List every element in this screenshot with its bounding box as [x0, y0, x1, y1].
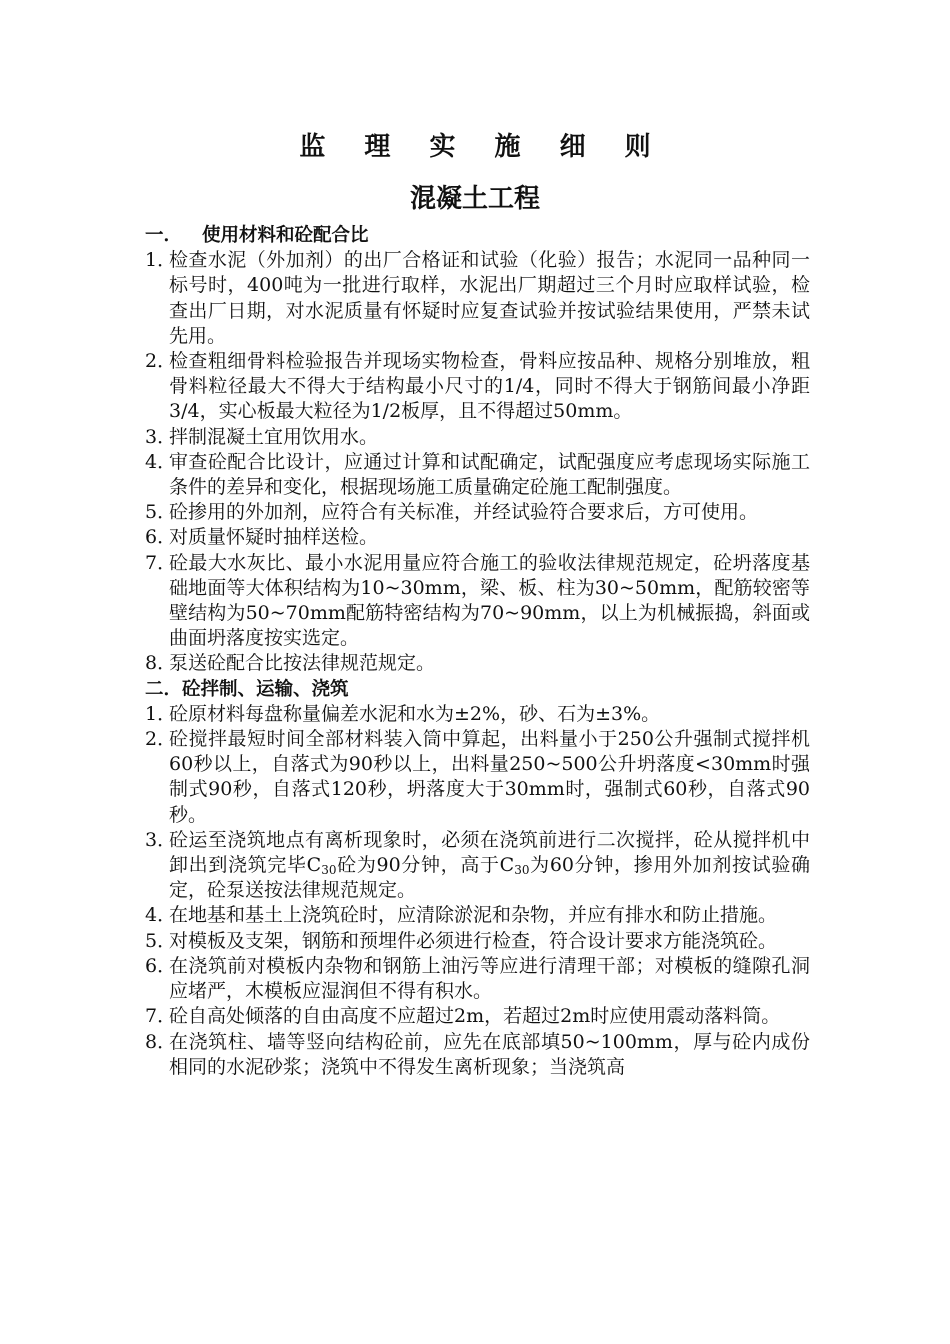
item-number: 3． [145, 425, 177, 448]
item-text: 泵送砼配合比按法律规范规定。 [169, 652, 436, 675]
item-number: 5． [145, 501, 177, 524]
list-item [145, 551, 810, 652]
section-number: 一． [145, 225, 183, 246]
list-item [145, 954, 810, 1004]
item-number: 8． [145, 652, 177, 675]
item-text: 检查粗细骨料检验报告并现场实物检查，骨料应按品种、规格分别堆放，粗骨料粒径最大不得大于结构最小尺寸的1/4，同时不得大于钢筋间最小净距3/4，实心板最大粒径为1/2板厚，且不得超过50mm。 [169, 350, 810, 423]
subscript: 30 [321, 863, 337, 878]
item-text: 审查砼配合比设计，应通过计算和试配确定，试配强度应考虑现场实际施工条件的差异和变化，根据现场施工质量确定砼施工配制强度。 [169, 450, 810, 499]
item-text: 在浇筑柱、墙等竖向结构砼前，应先在底部填50~100mm，厚与砼内成份相同的水泥砂浆；浇筑中不得发生离析现象；当浇筑高 [169, 1030, 810, 1078]
subscript: 30 [514, 863, 530, 878]
item-text: 砼原材料每盘称量偏差水泥和水为±2%，砂、石为±3%。 [169, 702, 661, 725]
item-text-part: 砼为90分钟，高于C [336, 854, 515, 877]
item-number: 1． [145, 249, 177, 272]
list-item [145, 1004, 810, 1029]
item-number: 5． [145, 929, 177, 952]
item-text: 在地基和基土上浇筑砼时，应清除淤泥和杂物，并应有排水和防止措施。 [169, 904, 778, 927]
list-item [145, 651, 810, 676]
item-text: 在浇筑前对模板内杂物和钢筋上油污等应进行清理干部；对模板的缝隙孔洞应堵严，木模板应湿润但不得有积水。 [169, 954, 810, 1003]
list-item [145, 450, 810, 500]
item-number: 8． [145, 1030, 177, 1053]
document-subtitle: 混凝土工程 [409, 184, 540, 214]
section-title: 使用材料和砼配合比 [202, 225, 369, 246]
item-text: 对模板及支架，钢筋和预埋件必须进行检查，符合设计要求方能浇筑砼。 [169, 929, 778, 952]
item-text: 砼搅拌最短时间全部材料装入筒中算起，出料量小于250公升强制式搅拌机60秒以上，自落式为90秒以上，出料量250~500公升坍落度<30mm时强制式90秒，自落式120秒，坍落度大于30mm时，强制式60秒，自落式90秒。 [169, 728, 810, 826]
list-item [145, 929, 810, 954]
section-heading [145, 223, 810, 248]
item-number: 1． [145, 702, 177, 725]
item-number: 4． [145, 904, 177, 927]
list-item [145, 903, 810, 928]
section-number: 二． [145, 678, 183, 700]
item-number: 2． [145, 350, 177, 373]
list-item [145, 425, 810, 450]
section-title: 砼拌制、运输、浇筑 [182, 678, 349, 700]
item-number: 6． [145, 526, 177, 549]
item-number: 4． [145, 450, 177, 473]
document-body [145, 223, 810, 1080]
list-item [145, 248, 810, 349]
item-number: 7． [145, 551, 177, 574]
item-text: 砼自高处倾落的自由高度不应超过2m，若超过2m时应使用震动落料筒。 [169, 1005, 781, 1028]
list-item [145, 500, 810, 525]
item-text-part: 为60分钟，掺用外加剂按试验确定，砼泵送按法律规范规定。 [169, 854, 810, 902]
item-number: 2． [145, 728, 177, 751]
item-text: 对质量怀疑时抽样送检。 [169, 526, 379, 549]
item-number: 7． [145, 1005, 177, 1028]
item-number: 6． [145, 954, 177, 977]
section-heading [145, 677, 810, 702]
item-text-part: 砼运至浇筑地点有离析现象时，必须在浇筑前进行二次搅拌，砼从搅拌机中卸出到浇筑完毕C [169, 828, 810, 877]
item-text: 拌制混凝土宜用饮用水。 [169, 425, 379, 448]
list-item [145, 828, 810, 904]
list-item [145, 727, 810, 828]
list-item [145, 349, 810, 425]
list-item [145, 702, 810, 727]
list-item [145, 1030, 810, 1080]
item-text: 砼最大水灰比、最小水泥用量应符合施工的验收法律规范规定，砼坍落度基础地面等大体积结构为10~30mm，梁、板、柱为30~50mm，配筋较密等壁结构为50~70mm配筋特密结构为70~90mm，以上为机械振捣，斜面或曲面坍落度按实选定。 [169, 551, 810, 650]
document-title: 监 理 实 施 细 则 [299, 132, 666, 162]
item-number: 3． [145, 828, 177, 851]
item-text: 砼掺用的外加剂，应符合有关标准，并经试验符合要求后，方可使用。 [169, 501, 759, 524]
list-item [145, 525, 810, 550]
item-text: 检查水泥（外加剂）的出厂合格证和试验（化验）报告；水泥同一品种同一标号时，400吨为一批进行取样，水泥出厂期超过三个月时应取样试验，检查出厂日期，对水泥质量有怀疑时应复查试验并按试验结果使用，严禁未试先用。 [169, 249, 810, 347]
